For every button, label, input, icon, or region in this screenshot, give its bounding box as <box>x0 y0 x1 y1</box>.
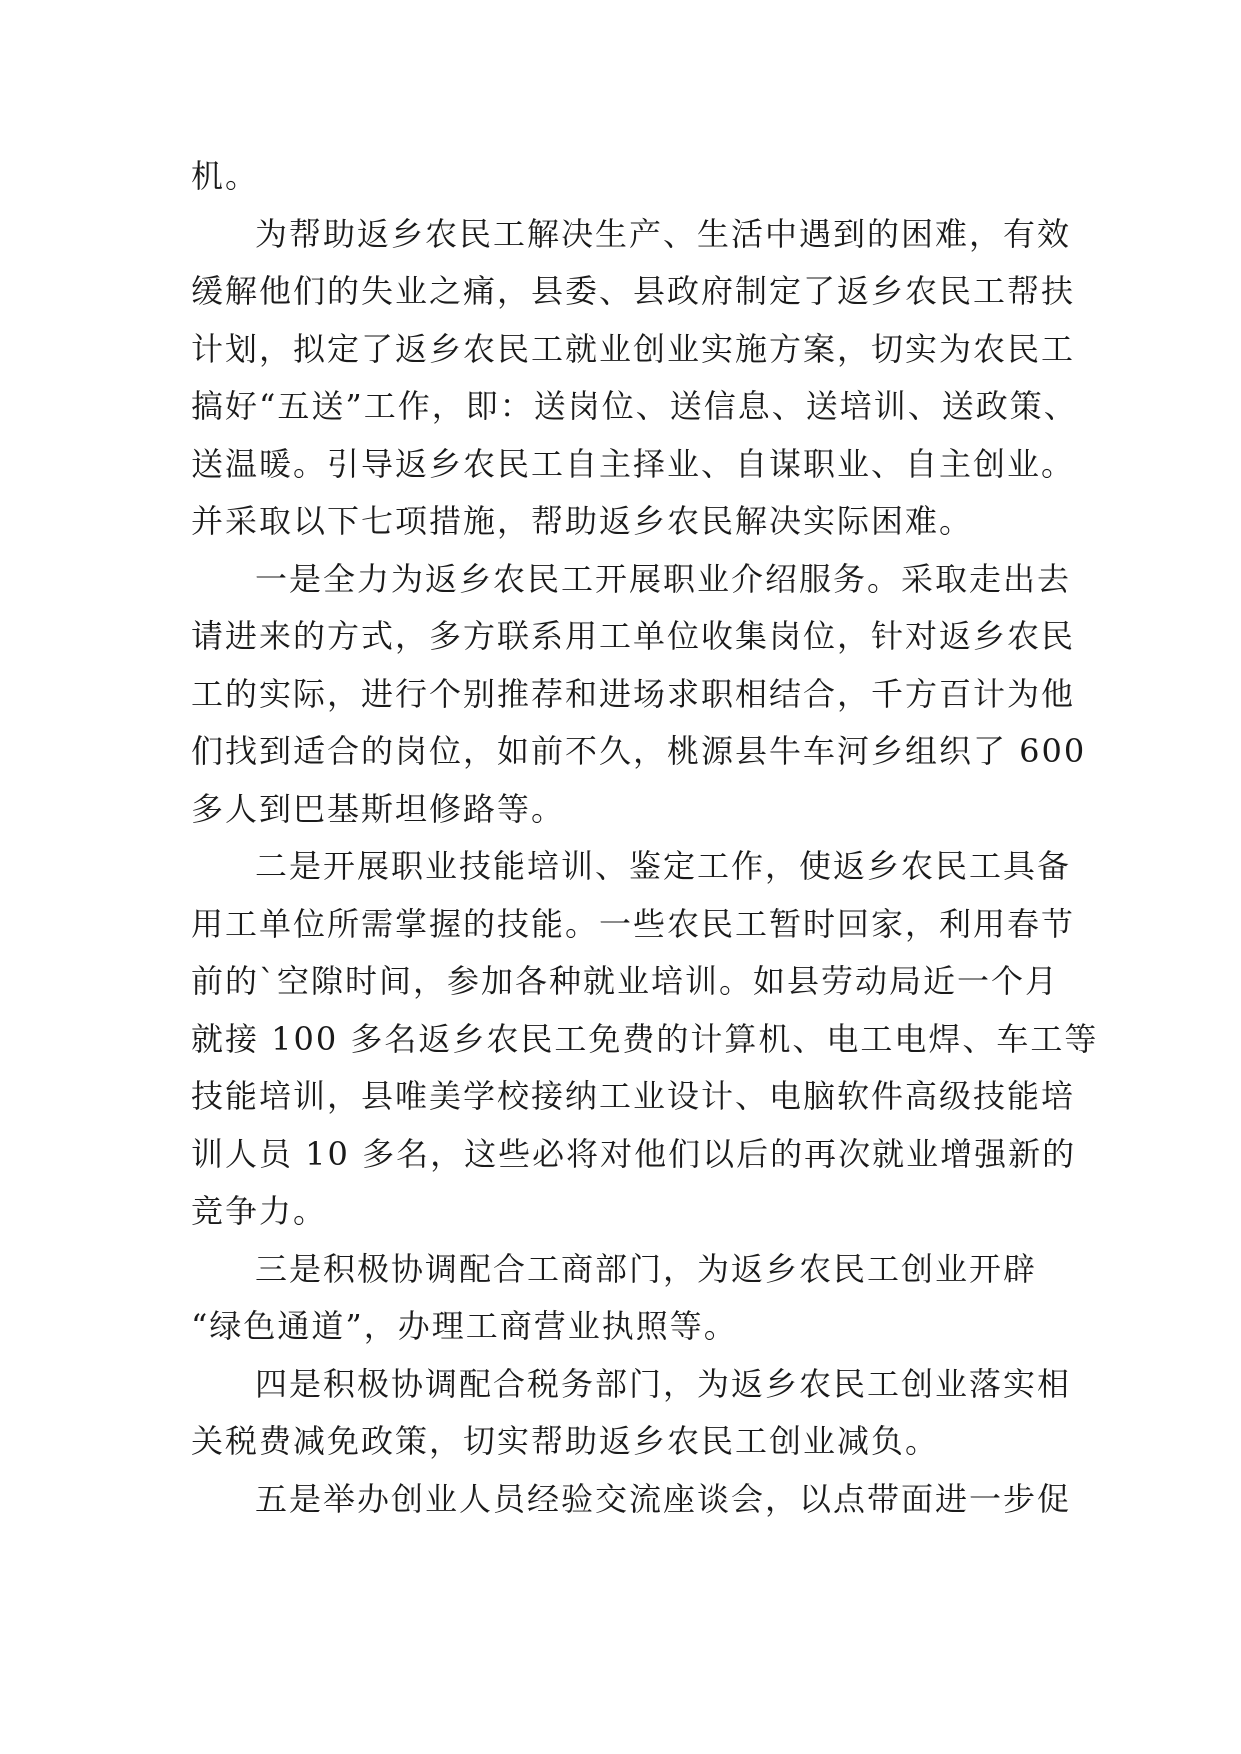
text-line: 计划，拟定了返乡农民工就业创业实施方案，切实为农民工 <box>191 329 1076 368</box>
text-line: 四是积极协调配合税务部门，为返乡农民工创业落实相 <box>255 1364 1072 1403</box>
paragraph <box>191 838 1099 1241</box>
text-line: 搞好“五送”工作，即：送岗位、送信息、送培训、送政策、 <box>191 387 1078 425</box>
text-line: 竞争力。 <box>191 1192 328 1230</box>
document-body <box>191 148 1099 1528</box>
text-line: 二是开展职业技能培训、鉴定工作，使返乡农民工具备 <box>255 847 1072 885</box>
text-line: 缓解他们的失业之痛，县委、县政府制定了返乡农民工帮扶 <box>191 272 1076 310</box>
text-line: 三是积极协调配合工商部门，为返乡农民工创业开辟 <box>255 1249 1038 1288</box>
paragraph <box>191 206 1078 551</box>
text-line: 一是全力为返乡农民工开展职业介绍服务。采取走出去 <box>255 559 1072 598</box>
text-line: 用工单位所需掌握的技能。一些农民工暂时回家，利用春节 <box>191 904 1076 943</box>
text-line: 前的`空隙时间，参加各种就业培训。如县劳动局近一个月 <box>191 962 1060 1000</box>
text-line: 请进来的方式，多方联系用工单位收集岗位，针对返乡农民 <box>191 617 1076 655</box>
text-line: 机。 <box>191 157 260 195</box>
text-line: 关税费减免政策，切实帮助返乡农民工创业减负。 <box>191 1422 940 1460</box>
text-line: 训人员 10 多名，这些必将对他们以后的再次就业增强新的 <box>191 1134 1077 1173</box>
text-line: 们找到适合的岗位，如前不久，桃源县牛车河乡组织了 600 <box>191 732 1087 770</box>
paragraph <box>191 1356 1071 1471</box>
text-line: 工的实际，进行个别推荐和进场求职相结合，千方百计为他 <box>191 674 1076 713</box>
paragraph <box>191 551 1087 839</box>
text-line: 五是举办创业人员经验交流座谈会，以点带面进一步促 <box>255 1479 1072 1518</box>
paragraph <box>191 1471 1071 1529</box>
text-line: 技能培训，县唯美学校接纳工业设计、电脑软件高级技能培 <box>191 1077 1076 1115</box>
text-line: 送温暖。引导返乡农民工自主择业、自谋职业、自主创业。 <box>191 444 1076 483</box>
text-line: 就接 100 多名返乡农民工免费的计算机、电工电焊、车工等 <box>191 1019 1099 1058</box>
text-line: 多人到巴基斯坦修路等。 <box>191 789 566 828</box>
paragraph <box>191 148 1071 206</box>
text-line: 为帮助返乡农民工解决生产、生活中遇到的困难，有效 <box>255 214 1072 253</box>
text-line: 并采取以下七项措施，帮助返乡农民解决实际困难。 <box>191 502 974 540</box>
text-line: “绿色通道”，办理工商营业执照等。 <box>191 1307 738 1345</box>
paragraph <box>191 1241 1071 1356</box>
